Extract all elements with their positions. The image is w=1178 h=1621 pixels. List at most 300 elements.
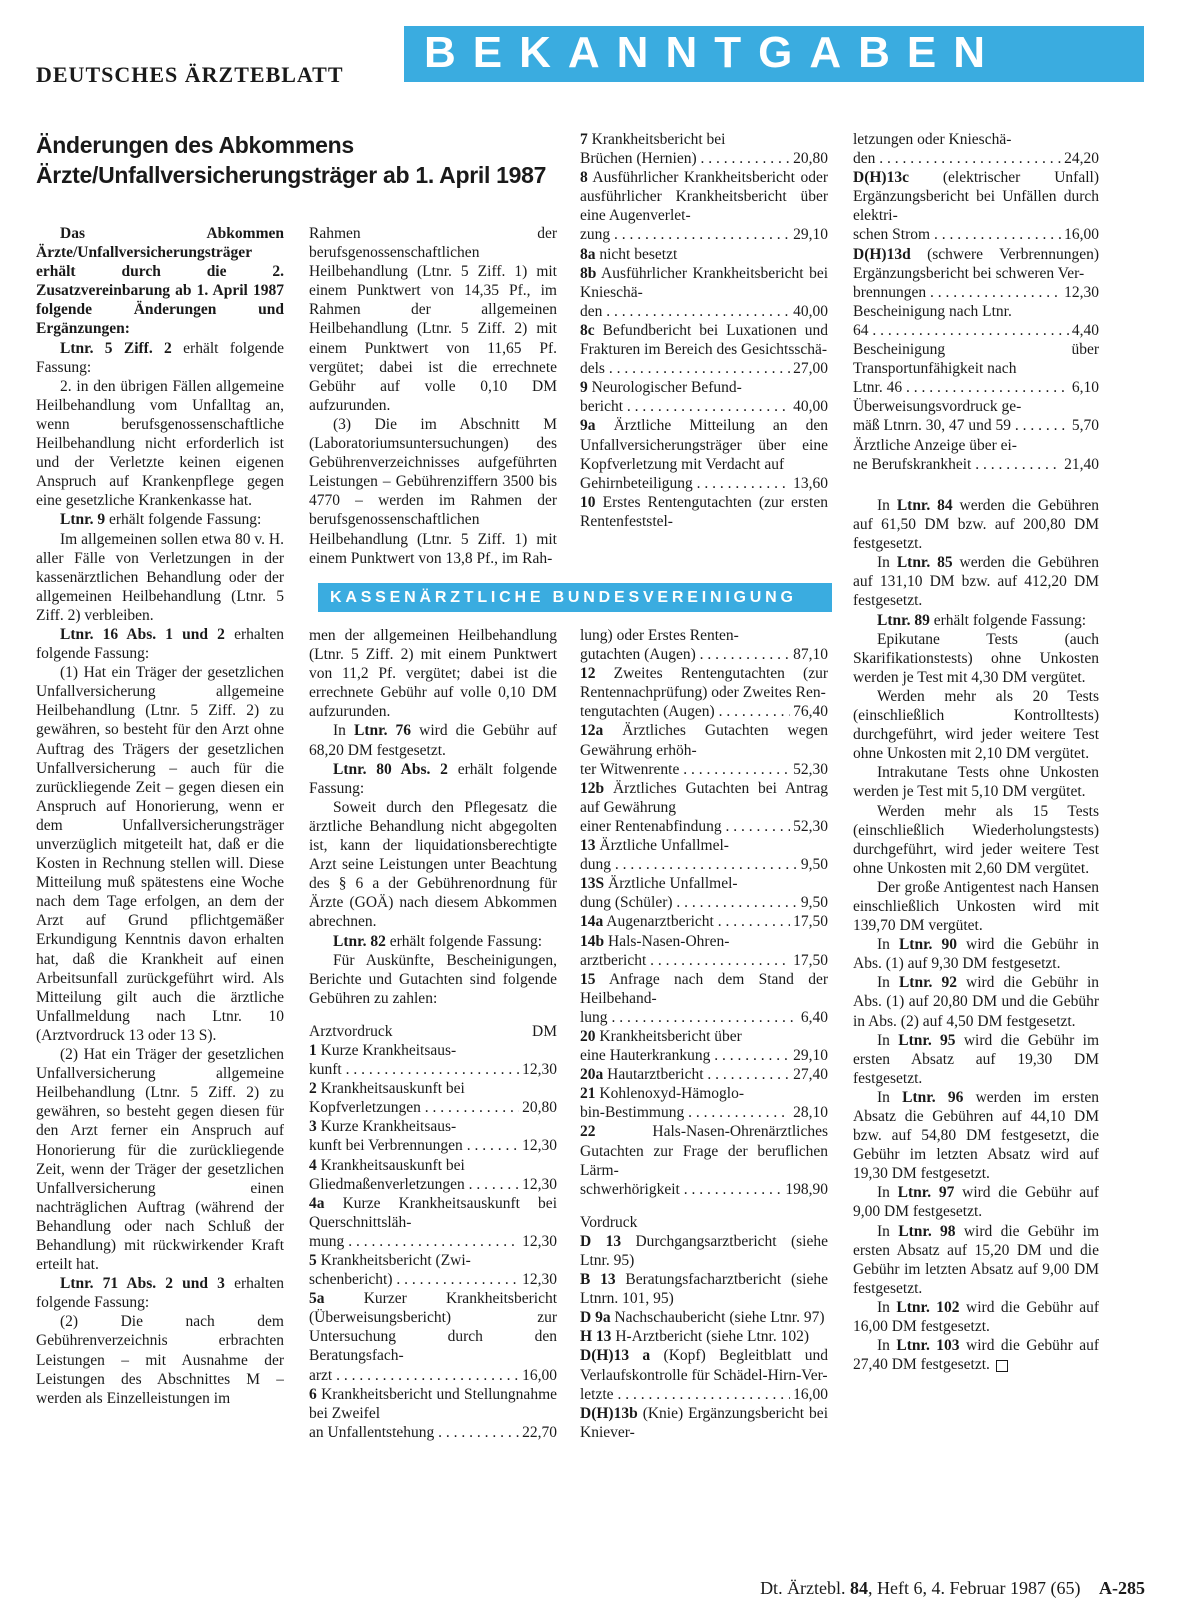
fee-value: 52,30 — [793, 817, 828, 835]
fee-value: 13,60 — [793, 474, 828, 492]
item-text: Überweisungsvordruck ge- — [853, 398, 1022, 416]
fee-item — [580, 493, 828, 531]
paragraph: (1) Hat ein Träger der gesetzlichen Unfallversicherung allgemeine Heilbehandlung (Ltnr. 5 Ziff. 2) zu gewähren, so besteht für den Arzt ohne Auftrag des Trägers der gesetzlichen Unfallversicherung – auch für die zurückliegende Zeit – gegen diesen ein Anspruch auf Honorierung, wenn er dem Unfallversicherungsträger unverzüglich mitgeteilt hat, daß er die Kosten in Rechnung stellen will. Diese Mitteilung muß spätestens eine Woche nach dem Tage erfolgen, an dem der Arzt auf Grund pflichtgemäßer Erkundigung Kenntnis davon erhalten hat, daß die Krankheit auf einen Arbeitsunfall zurückgeführt wird. Als Mitteilung gilt auch die ärztliche Unfallmeldung nach Ltnr. 10 (Arztvordruck 13 oder 13 S). — [36, 664, 284, 1044]
paragraph — [853, 1031, 1099, 1088]
form-item — [580, 1327, 828, 1346]
item-text: Krankheitsbericht über — [599, 1027, 742, 1045]
fee-value: 16,00 — [1064, 226, 1099, 244]
paragraph-text: In — [877, 1088, 890, 1106]
paragraph: (2) Hat ein Träger der gesetzlichen Unfallversicherung allgemeine Heilbehandlung (Ltnr. 5 Ziff. 2) zu gewähren, so besteht gegen diesen für den Arzt ferner ein Anspruch auf Honorierung für die zurückliegende Zeit, wenn der Träger der gesetzlichen Unfallversicherung einen nachträglichen Auftrag (während der Behandlung oder nach Schluß der Behandlung) mit rückwirkender Kraft erteilt hat. — [36, 1046, 284, 1274]
fee-label: Brüchen (Hernien) . . . — [580, 149, 790, 168]
column-2-lower — [309, 626, 557, 1506]
item-text: Ärztliche Mitteilung an den Unfallversicherungsträger über eine Kopfverletzung mit Verdacht auf — [580, 417, 828, 473]
paragraph-text: In — [877, 1298, 890, 1316]
fee-value: 12,30 — [522, 1232, 557, 1250]
fee-row — [580, 1103, 828, 1122]
fee-value: 16,00 — [793, 1385, 828, 1403]
paragraph — [36, 510, 284, 529]
paragraph-text: In — [877, 974, 890, 992]
item-text: Bescheinigung nach Ltnr. — [853, 302, 1012, 320]
fee-item — [309, 1117, 557, 1136]
fee-row — [853, 149, 1099, 168]
fee-row — [580, 302, 828, 321]
paragraph-text: In — [877, 1031, 890, 1049]
fee-row — [853, 321, 1099, 340]
item-text: (Knie) Ergänzungsbericht bei Kniever- — [580, 1404, 828, 1441]
fee-row — [580, 760, 828, 779]
fee-label: schen Strom . . . — [853, 225, 1061, 244]
fee-row — [309, 1423, 557, 1442]
item-number: 12a — [580, 722, 604, 740]
item-number: 8a — [580, 245, 596, 263]
item-number: 22 — [580, 1123, 596, 1141]
fee-value: 5,70 — [1071, 417, 1099, 435]
item-text: Kurze Krankheitsaus- — [320, 1041, 457, 1059]
paragraph-text: In — [877, 554, 890, 572]
fee-row — [580, 1065, 828, 1084]
item-number: 20a — [580, 1066, 604, 1084]
fee-label: Kopfverletzungen . . . — [309, 1098, 519, 1117]
citation-volume: 84 — [850, 1578, 869, 1598]
ltnr-ref: Ltnr. 76 — [354, 722, 412, 740]
fee-value: 87,10 — [793, 646, 828, 664]
fee-item — [580, 721, 828, 759]
fee-table-header — [309, 1022, 557, 1041]
fee-label: 64 . . . — [853, 321, 1069, 340]
paragraph — [853, 1088, 1099, 1183]
fee-item — [853, 245, 1099, 283]
article-title — [36, 130, 581, 190]
fee-value: 17,50 — [793, 951, 828, 969]
paragraph-text: erhält folgende Fassung: — [309, 760, 557, 797]
paragraph-text: erhält folgende Fassung: — [389, 932, 543, 950]
item-text: H-Arztbericht (siehe Ltnr. 102) — [615, 1328, 809, 1346]
item-number: 7 — [580, 131, 588, 148]
masthead — [0, 0, 1178, 100]
ltnr-ref: Ltnr. 96 — [902, 1088, 964, 1106]
fee-row — [853, 283, 1099, 302]
item-text: Krankheitsauskunft bei — [320, 1080, 465, 1098]
paragraph — [853, 935, 1099, 973]
page-number: A-285 — [1099, 1578, 1145, 1598]
column-4-upper — [853, 130, 1099, 484]
paragraph-text: erhalten folgende Fassung: — [36, 1275, 284, 1312]
paragraph: Für Auskünfte, Bescheinigungen, Berichte und Gutachten sind folgende Gebühren zu zahlen: — [309, 951, 557, 1007]
item-number: 5a — [309, 1290, 325, 1308]
fee-item — [580, 970, 828, 1008]
paragraph-text: In — [333, 722, 346, 740]
paragraph: (3) Die im Abschnitt M (Laboratoriumsuntersuchungen) des Gebührenverzeichnisses aufgeführten Leistungen – Gebührenziffern 3500 bis 4770 – werden im Rahmen der berufsgenossenschaftlichen Heilbehandlung (Ltnr. 5 Ziff. 1) mit einem Punktwert von 13,8 Pf., im Rah- — [309, 415, 557, 567]
fee-row — [580, 225, 828, 244]
paragraph-text: werden im ersten Absatz die Gebühren auf 44,10 DM bzw. auf 54,80 DM festgesetzt, die Gebühr im letzten Absatz wird auf 19,30 DM festgesetzt. — [853, 1088, 1099, 1183]
fee-label: Gehirnbeteiligung . . . — [580, 474, 790, 493]
fee-value: 12,30 — [522, 1175, 557, 1193]
ltnr-ref: Ltnr. 82 — [333, 932, 386, 950]
fee-row — [580, 912, 828, 931]
item-text: (Kopf) Begleitblatt und Verlaufskontrolle für Schädel-Hirn-Ver- — [580, 1347, 828, 1384]
item-text: Bescheinigung über Transportunfähigkeit nach — [853, 341, 1099, 378]
ltnr-ref: Ltnr. 103 — [896, 1337, 960, 1355]
item-text: Hautarztbericht — [607, 1066, 704, 1084]
paragraph — [853, 496, 1099, 553]
item-number: 4a — [309, 1194, 325, 1212]
fee-item — [580, 245, 828, 264]
item-number: 8b — [580, 264, 597, 282]
fee-row — [309, 1175, 557, 1194]
item-number: D(H)13d — [853, 245, 911, 263]
paragraph-text: erhält folgende Fassung: — [933, 611, 1087, 629]
paragraph-text: In — [877, 1222, 890, 1240]
fee-value: 52,30 — [793, 760, 828, 778]
fee-label: zung . . . — [580, 225, 790, 244]
ltnr-ref: Ltnr. 80 Abs. 2 — [333, 760, 448, 778]
fee-label: eine Hauterkrankung . . . — [580, 1046, 790, 1065]
item-text: Kohlenoxyd-Hämoglo- — [599, 1085, 745, 1103]
item-number: 8 — [580, 169, 588, 187]
fee-value: 20,80 — [793, 150, 828, 168]
fee-row — [309, 1366, 557, 1385]
column-3-lower — [580, 626, 828, 1506]
fee-item — [309, 1041, 557, 1060]
paragraph-text: wird die Gebühr auf 27,40 DM festgesetzt. — [853, 1337, 1099, 1374]
fee-label: lung . . . — [580, 1008, 798, 1027]
item-number: 4 — [309, 1156, 317, 1174]
item-text: Ärztliche Unfallmel- — [608, 875, 738, 893]
item-number: 1 — [309, 1041, 317, 1059]
paragraph-text: wird die Gebühr in Abs. (1) auf 20,80 DM und die Gebühr in Abs. (2) auf 4,50 DM festgesetzt. — [853, 974, 1099, 1030]
fee-row — [580, 397, 828, 416]
paragraph: Soweit durch den Pflegesatz die ärztliche Behandlung nicht abgegolten ist, kann der liquidationsberechtigte Arzt seine Leistungen unter Beachtung des § 6 a der Gebührenordnung für Ärzte (GOÄ) nach diesem Abkommen abrechnen. — [309, 798, 557, 931]
item-text: (schwere Verbrennungen) Ergänzungsbericht bei schweren Ver- — [853, 245, 1099, 282]
paragraph-text: In — [877, 1184, 890, 1202]
fee-item — [580, 836, 828, 855]
ltnr-ref: Ltnr. 95 — [898, 1031, 956, 1049]
fee-label: ne Berufskrankheit . . . — [853, 455, 1061, 474]
fee-row — [580, 1180, 828, 1199]
ltnr-ref: Ltnr. 90 — [898, 936, 957, 954]
item-number: 15 — [580, 970, 596, 988]
paragraph-text: erhalten folgende Fassung: — [36, 625, 284, 663]
fee-label: tengutachten (Augen) . . . — [580, 702, 790, 721]
item-number: 9a — [580, 417, 596, 435]
section-banner — [404, 26, 1144, 82]
fee-item — [309, 1251, 557, 1270]
ltnr-ref: Ltnr. 98 — [898, 1222, 956, 1240]
item-text: nicht besetzt — [599, 245, 678, 263]
item-text: Kurze Krankheitsauskunft bei Querschnittsläh- — [309, 1194, 557, 1231]
fee-label: arztbericht . . . — [580, 951, 790, 970]
fee-row — [580, 817, 828, 836]
citation-journal: Dt. Ärztebl. — [760, 1578, 846, 1598]
paragraph — [853, 1298, 1099, 1336]
citation-issue: , Heft 6, 4. Februar 1987 (65) — [868, 1578, 1081, 1598]
paragraph: (2) Die nach dem Gebührenverzeichnis erbrachten Leistungen – mit Ausnahme der Leistungen des Abschnittes M – werden als Einzelleistungen im — [36, 1313, 284, 1407]
paragraph: Werden mehr als 20 Tests (einschließlich Kontrolltests) durchgeführt, wird jeder weitere Test ohne Unkosten mit 2,10 DM vergütet. — [853, 687, 1099, 763]
form-item — [580, 1308, 828, 1327]
fee-item — [580, 378, 828, 397]
fee-item — [580, 779, 828, 817]
fee-row — [580, 702, 828, 721]
column-3-upper — [580, 130, 828, 570]
item-number: 12 — [580, 665, 596, 683]
item-number: 9 — [580, 379, 588, 397]
fee-item — [580, 932, 828, 951]
item-text: Ausführlicher Krankheitsbericht oder ausführlicher Krankheitsbericht über eine Augenverlet- — [580, 169, 828, 225]
item-number: 14a — [580, 913, 604, 931]
paragraph — [309, 760, 557, 798]
fee-item — [309, 1194, 557, 1232]
article-title-line-1: Änderungen des Abkommens — [36, 132, 354, 158]
fee-label — [580, 1065, 790, 1084]
form-item — [580, 1346, 828, 1384]
item-text: Ausführlicher Krankheitsbericht bei Knieschä- — [580, 264, 828, 301]
fee-label: dung (Schüler) . . . — [580, 893, 798, 912]
item-text: Krankheitsbericht bei — [591, 131, 726, 148]
fee-row — [580, 1008, 828, 1027]
item-text: (elektrischer Unfall) Ergänzungsbericht bei Unfällen durch elektri- — [853, 169, 1099, 225]
paragraph: Rahmen der berufsgenossenschaftlichen Heilbehandlung (Ltnr. 5 Ziff. 1) mit einem Punktwert von 14,35 Pf., im Rahmen der allgemeinen Heilbehandlung (Ltnr. 5 Ziff. 2) mit einem Punktwert von 11,65 Pf. vergütet; dabei ist die errechnete Gebühr auf volle 0,10 DM aufzurunden. — [309, 225, 557, 414]
fee-row — [580, 951, 828, 970]
paragraph — [853, 1183, 1099, 1221]
item-number: 2 — [309, 1080, 317, 1098]
paragraph — [853, 973, 1099, 1030]
fee-value: 76,40 — [793, 703, 828, 721]
item-text: Krankheitsbericht (Zwi- — [320, 1252, 471, 1269]
paragraph-text: wird die Gebühr in Abs. (1) auf 9,30 DM festgesetzt. — [853, 936, 1099, 973]
fee-item — [853, 168, 1099, 225]
item-text: Nachschaubericht (siehe Ltnr. 97) — [614, 1309, 825, 1327]
fee-value: 6,40 — [800, 1008, 828, 1026]
fee-label: schenbericht) . . . — [309, 1270, 519, 1289]
ltnr-ref: Ltnr. 84 — [896, 497, 953, 514]
header-unit: DM — [532, 1022, 557, 1040]
fee-value: 9,50 — [800, 894, 828, 912]
kbv-banner — [318, 583, 832, 612]
item-text: Zweites Rentengutachten (zur Rentennachprüfung) oder Zweites Ren- — [580, 665, 828, 702]
paragraph — [853, 553, 1099, 610]
paragraph: Intrakutane Tests ohne Unkosten werden je Test mit 5,10 DM vergütet. — [853, 764, 1099, 801]
fee-row — [580, 1385, 828, 1404]
fee-value: 12,30 — [522, 1061, 557, 1079]
fee-item — [580, 874, 828, 893]
ltnr-ref: Ltnr. 16 Abs. 1 und 2 — [60, 625, 225, 643]
item-number: 12b — [580, 779, 605, 797]
fee-label: letzte . . . — [580, 1385, 790, 1404]
item-text: letzungen oder Knieschä- — [853, 131, 1012, 148]
ltnr-ref: Ltnr. 92 — [898, 974, 957, 992]
fee-row — [580, 893, 828, 912]
paragraph-text: wird die Gebühr im ersten Absatz auf 19,30 DM festgesetzt. — [853, 1031, 1099, 1087]
ltnr-ref: Ltnr. 97 — [897, 1184, 955, 1202]
fee-label: ter Witwenrente . . . — [580, 760, 790, 779]
paragraph-text: werden die Gebühren auf 131,10 DM bzw. auf 412,20 DM festgesetzt. — [853, 554, 1099, 610]
fee-row — [309, 1232, 557, 1251]
page-footer — [600, 1578, 1145, 1599]
fee-value: 9,50 — [800, 856, 828, 874]
fee-label — [580, 912, 790, 931]
item-text: Anfrage nach dem Stand der Heilbehand- — [580, 970, 828, 1007]
end-of-article-icon — [996, 1360, 1008, 1372]
fee-value: 29,10 — [793, 226, 828, 244]
vordruck-heading: Vordruck — [580, 1213, 638, 1231]
paragraph-text: In — [877, 497, 890, 514]
form-code: D 13 — [580, 1232, 622, 1250]
paragraph — [36, 1274, 284, 1312]
fee-label: gutachten (Augen) . . . — [580, 645, 790, 664]
ltnr-ref: Ltnr. 9 — [60, 511, 106, 529]
fee-value: 27,40 — [793, 1066, 828, 1084]
form-item — [580, 1232, 828, 1270]
paragraph-text: wird die Gebühr im ersten Absatz auf 15,20 DM und die Gebühr im letzten Absatz auf 9,00 DM festgesetzt. — [853, 1222, 1099, 1297]
ltnr-ref: Ltnr. 102 — [896, 1298, 960, 1316]
paragraph: 2. in den übrigen Fällen allgemeine Heilbehandlung vom Unfalltag an, wenn berufsgenossenschaftliche Heilbehandlung nicht erforderlich ist und der Verletzte keinen eigenen Anspruch auf Krankenpflege gegen eine gesetzliche Krankenkasse hat. — [36, 377, 284, 510]
fee-row — [853, 378, 1099, 397]
fee-value: 12,30 — [522, 1137, 557, 1155]
fee-value: 12,30 — [522, 1271, 557, 1289]
fee-item — [580, 264, 828, 302]
fee-label: mung . . . — [309, 1232, 519, 1251]
item-number: 14b — [580, 932, 605, 950]
ltnr-ref: Ltnr. 5 Ziff. 2 — [60, 339, 172, 357]
fee-label: dels . . . — [580, 359, 790, 378]
paragraph-text: erhält folgende Fassung: — [108, 511, 262, 529]
item-text: Ärztliche Anzeige über ei- — [853, 436, 1017, 454]
fee-label: mäß Ltnrn. 30, 47 und 59 . . . — [853, 416, 1069, 435]
paragraph: Im allgemeinen sollen etwa 80 v. H. aller Fälle von Verletzungen in der kassenärztlichen Behandlung oder der allgemeinen Heilbehandlung (Ltnr. 5 Ziff. 2) verbleiben. — [36, 530, 284, 624]
column-1 — [36, 224, 284, 1524]
fee-row — [580, 149, 828, 168]
fee-item — [580, 664, 828, 702]
kbv-banner-text: KASSENÄRZTLICHE BUNDESVEREINIGUNG — [330, 589, 797, 606]
paragraph-text: erhält folgende Fassung: — [36, 339, 284, 376]
paragraph: Epikutane Tests (auch Skarifikationstests) ohne Unkosten werden je Test mit 4,30 DM vergütet. — [853, 630, 1099, 686]
fee-label: Gliedmaßenverletzungen . . . — [309, 1175, 519, 1194]
paragraph-text: wird die Gebühr auf 16,00 DM festgesetzt. — [853, 1298, 1099, 1336]
fee-item — [580, 1084, 828, 1103]
paragraph — [853, 611, 1099, 630]
item-number: 10 — [580, 493, 596, 511]
fee-label: an Unfallentstehung . . . — [309, 1423, 519, 1442]
form-item — [580, 1404, 828, 1442]
header-label: Arztvordruck — [309, 1022, 393, 1040]
item-text: Augenarztbericht — [606, 913, 714, 931]
form-code: D(H)13b — [580, 1404, 638, 1422]
item-text: Kurzer Krankheitsbericht (Überweisungsbericht) zur Untersuchung durch den Beratungsfach- — [309, 1290, 557, 1365]
paragraph-text: wird die Gebühr auf 68,20 DM festgesetzt. — [309, 722, 557, 759]
fee-label: kunft bei Verbrennungen . . . — [309, 1136, 519, 1155]
form-code: H 13 — [580, 1328, 612, 1346]
fee-item — [580, 168, 828, 225]
column-4-lower — [853, 496, 1099, 1506]
fee-row — [580, 855, 828, 874]
fee-row — [580, 1046, 828, 1065]
fee-value: 21,40 — [1064, 455, 1099, 473]
item-text: Beratungsfacharztbericht (siehe Ltnrn. 101, 95) — [580, 1271, 828, 1308]
fee-item — [309, 1079, 557, 1098]
form-code: D 9a — [580, 1309, 611, 1327]
form-code: B 13 — [580, 1271, 616, 1289]
fee-value: 22,70 — [522, 1423, 557, 1441]
paragraph — [36, 625, 284, 663]
item-text: lung) oder Erstes Renten- — [580, 627, 739, 644]
fee-value: 29,10 — [793, 1047, 828, 1065]
paragraph: Werden mehr als 15 Tests (einschließlich Wiederholungstests) durchgeführt, wird jeder weitere Test ohne Unkosten mit 2,60 DM vergütet. — [853, 802, 1099, 877]
fee-label: Ltnr. 46 . . . — [853, 378, 1069, 397]
fee-item — [580, 321, 828, 359]
fee-row — [309, 1136, 557, 1155]
fee-value: 17,50 — [793, 913, 828, 931]
ltnr-ref: Ltnr. 89 — [877, 611, 930, 629]
paragraph-text: In — [877, 936, 890, 954]
item-text: Krankheitsbericht und Stellungnahme bei Zweifel — [309, 1385, 557, 1422]
fee-label: bericht . . . — [580, 397, 790, 416]
fee-item — [309, 1156, 557, 1175]
paragraph-text: In — [877, 1337, 890, 1355]
fee-label: brennungen . . . — [853, 283, 1061, 302]
item-text: Erstes Rentengutachten (zur ersten Rentenfeststel- — [580, 493, 828, 530]
item-text: Hals-Nasen-Ohren- — [608, 932, 730, 950]
fee-item — [580, 416, 828, 473]
form-code: D(H)13 a — [580, 1347, 651, 1365]
fee-item — [309, 1385, 557, 1423]
fee-row — [580, 359, 828, 378]
fee-label: schwerhörigkeit . . . — [580, 1180, 782, 1199]
paragraph-text: werden die Gebühren auf 61,50 DM bzw. auf 200,80 DM festgesetzt. — [853, 497, 1099, 553]
item-text: Krankheitsauskunft bei — [320, 1156, 465, 1174]
fee-row — [309, 1098, 557, 1117]
item-text: Kurze Krankheitsaus- — [320, 1118, 457, 1136]
form-item — [580, 1270, 828, 1308]
lead-paragraph: Das Abkommen Ärzte/Unfallversicherungsträger erhält durch die 2. Zusatzvereinbarung ab 1. April 1987 folgende Änderungen und Ergänzungen: — [36, 225, 284, 338]
fee-row — [580, 474, 828, 493]
fee-value: 12,30 — [1064, 283, 1099, 301]
fee-value: 198,90 — [785, 1180, 828, 1198]
fee-row — [853, 416, 1099, 435]
fee-value: 6,10 — [1071, 379, 1099, 397]
journal-name: DEUTSCHES ÄRZTEBLATT — [36, 62, 344, 87]
fee-value: 24,20 — [1064, 150, 1099, 168]
paragraph: men der allgemeinen Heilbehandlung (Ltnr. 5 Ziff. 2) mit einem Punktwert von 11,2 Pf. vergütet; dabei ist die errechnete Gebühr auf volle 0,10 DM aufzurunden. — [309, 627, 557, 721]
fee-value: 27,00 — [793, 360, 828, 378]
fee-label: den . . . — [580, 302, 790, 321]
fee-row — [853, 455, 1099, 474]
fee-value: 16,00 — [522, 1366, 557, 1384]
item-number: 20 — [580, 1027, 596, 1045]
column-2-upper — [309, 224, 557, 570]
item-number: 3 — [309, 1118, 317, 1136]
fee-row — [580, 645, 828, 664]
item-text: Befundbericht bei Luxationen und Frakturen im Bereich des Gesichtsschä- — [580, 321, 828, 359]
fee-value: 20,80 — [522, 1099, 557, 1117]
paragraph — [36, 339, 284, 377]
fee-label: kunft . . . — [309, 1060, 519, 1079]
fee-row — [853, 225, 1099, 244]
fee-label: den . . . — [853, 149, 1061, 168]
fee-label: dung . . . — [580, 855, 798, 874]
fee-value: 40,00 — [793, 302, 828, 320]
paragraph — [853, 1336, 1099, 1374]
fee-row — [309, 1060, 557, 1079]
fee-value: 40,00 — [793, 398, 828, 416]
fee-label: bin-Bestimmung . . . — [580, 1103, 790, 1122]
ltnr-ref: Ltnr. 85 — [896, 554, 953, 572]
item-text: Ärztliche Unfallmel- — [599, 837, 729, 855]
paragraph — [853, 1222, 1099, 1298]
fee-label: einer Rentenabfindung . . . — [580, 817, 790, 836]
item-text: Durchgangsarztbericht (siehe Ltnr. 95) — [580, 1232, 828, 1269]
item-number: D(H)13c — [853, 169, 909, 187]
item-number: 13S — [580, 875, 605, 893]
